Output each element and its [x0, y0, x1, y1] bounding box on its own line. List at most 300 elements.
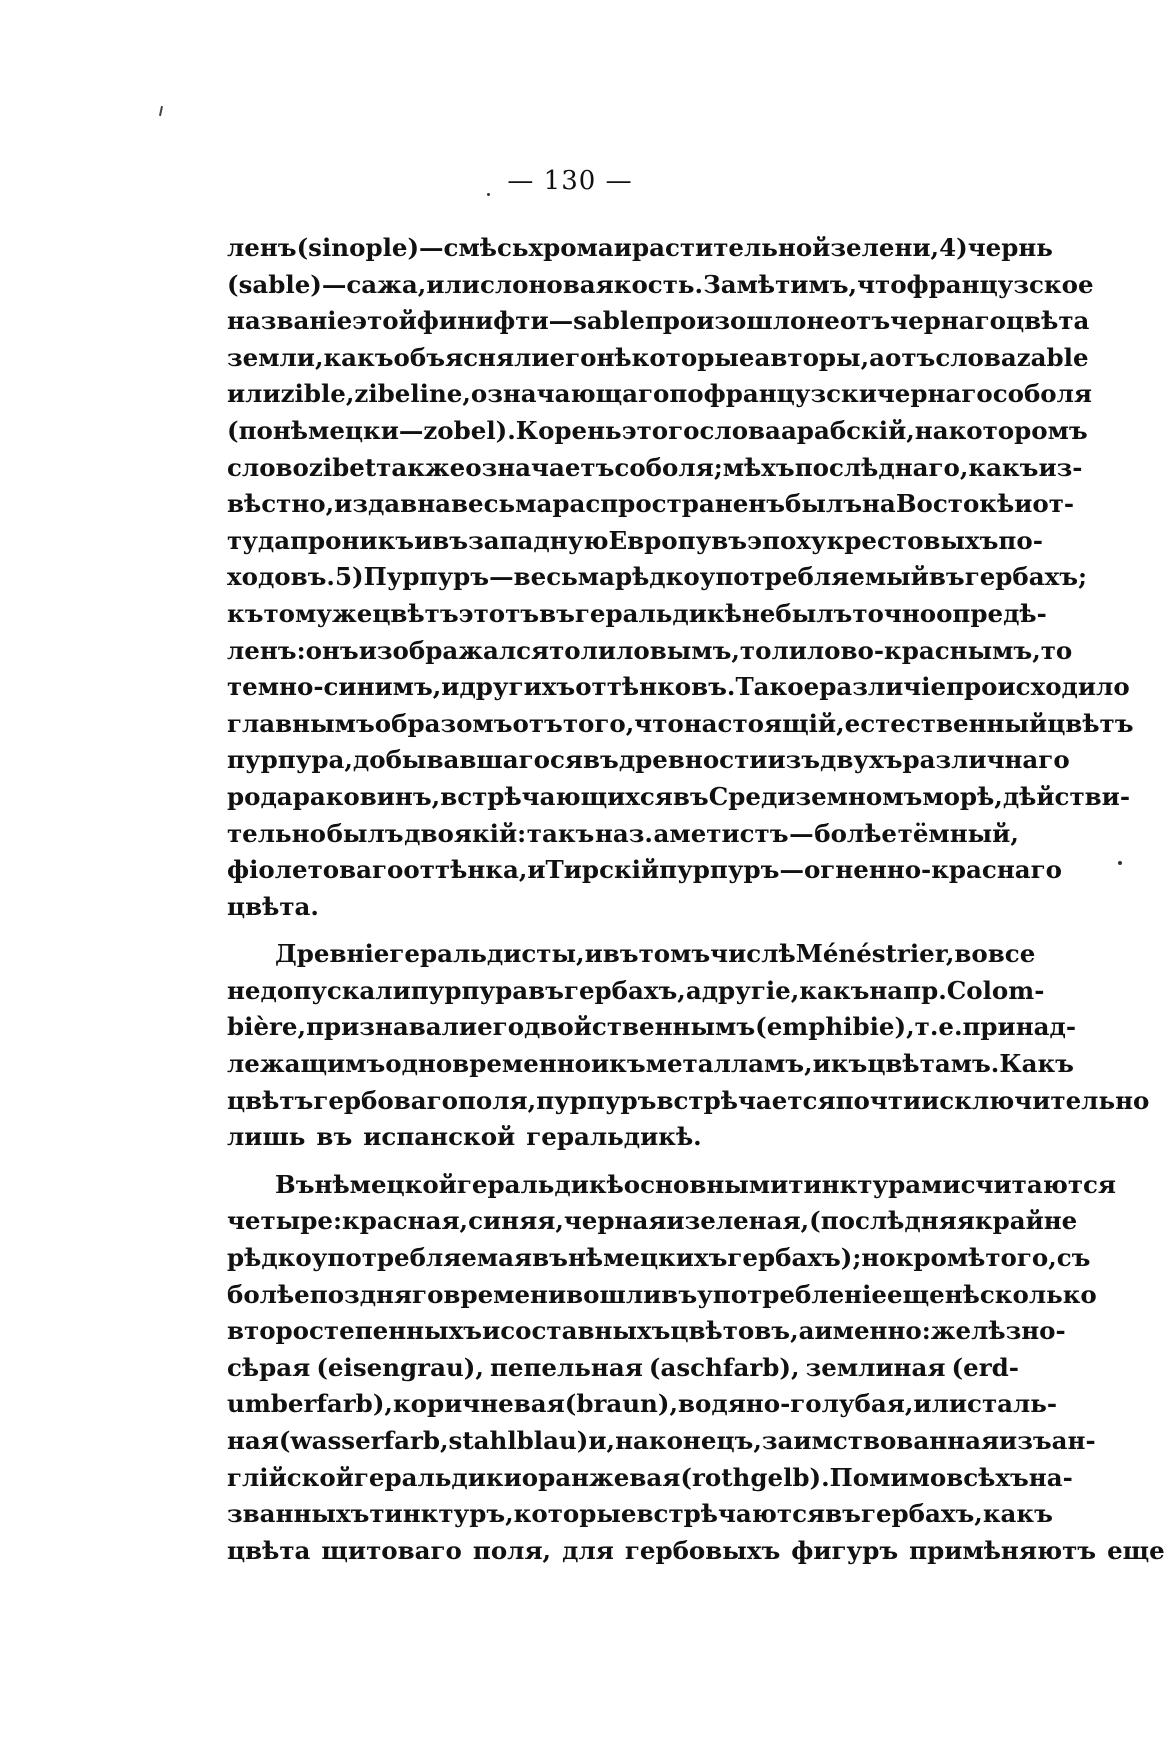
- word: произошло: [644, 306, 807, 336]
- scan-speck: [487, 193, 490, 196]
- word: весьма: [451, 489, 553, 519]
- scan-mark: [159, 106, 163, 116]
- word: пепельная: [489, 1352, 643, 1382]
- word: сталь-: [967, 1389, 1058, 1419]
- word: из-: [1038, 452, 1083, 482]
- word: распространенъ: [552, 489, 786, 519]
- word: изображался: [358, 635, 550, 665]
- word: zibet: [308, 452, 377, 482]
- word: цвѣтъ: [372, 598, 459, 628]
- word: на: [862, 489, 896, 519]
- word: не: [806, 306, 840, 336]
- word: Древніе: [275, 939, 390, 969]
- text-block: [227, 230, 1165, 1569]
- word: зеленая,: [684, 1206, 810, 1236]
- word: (rothgelb).: [680, 1462, 830, 1492]
- word: цвѣтъ: [1047, 708, 1134, 738]
- word: пурпуръ: [536, 1085, 657, 1115]
- word: въ: [528, 975, 564, 1005]
- text-line: [227, 486, 1075, 523]
- word: двоякій:: [404, 818, 527, 848]
- scan-speck: [1118, 861, 1122, 865]
- text-line: [227, 706, 1134, 743]
- word: издавна: [334, 489, 451, 519]
- word: Корень: [515, 415, 622, 445]
- word: былъ: [785, 489, 862, 519]
- word: съ: [1056, 1243, 1091, 1273]
- word: Colom-: [946, 975, 1045, 1005]
- word: морѣ,: [922, 781, 1003, 811]
- word: эпоху: [747, 525, 827, 555]
- word: въ: [711, 525, 748, 555]
- word: землиная: [805, 1352, 946, 1382]
- word: всѣхъ: [946, 1462, 1029, 1492]
- word: коричневая: [392, 1389, 565, 1419]
- text-line: [227, 1277, 1097, 1314]
- text-line: [227, 1423, 1096, 1460]
- word: въ: [661, 1279, 698, 1309]
- text-line: [227, 973, 1045, 1010]
- word: основными: [623, 1169, 789, 1199]
- word: французское: [906, 269, 1094, 299]
- word: изъ: [767, 745, 821, 775]
- word: его: [477, 1012, 525, 1042]
- word: слово: [227, 452, 309, 482]
- word: еще: [1107, 1535, 1165, 1565]
- text-line: [227, 1009, 1077, 1046]
- word: также: [376, 452, 466, 482]
- word: (eisengrau),: [316, 1352, 484, 1382]
- word: этого: [621, 415, 700, 445]
- text-line: [227, 559, 1088, 596]
- word: сѣрая: [227, 1352, 311, 1382]
- word: цвѣтамъ.: [867, 1049, 1000, 1079]
- word: и: [482, 1316, 501, 1346]
- word: (erd-: [951, 1352, 1019, 1382]
- word: —: [789, 818, 814, 848]
- word: оранжевая: [521, 1462, 681, 1492]
- word: исключительно: [921, 1085, 1150, 1115]
- word: раковинъ,: [292, 781, 441, 811]
- word: слова: [935, 342, 1017, 372]
- word: западную: [468, 525, 609, 555]
- word: желѣзно-: [930, 1316, 1066, 1346]
- word: нѣмецки—zobel).: [272, 415, 516, 445]
- word: двойственнымъ: [524, 1012, 756, 1042]
- word: нѣкоторые: [596, 342, 755, 372]
- word: оттѣнка,: [403, 855, 528, 885]
- word: означающаго: [470, 379, 670, 409]
- word: а: [798, 1316, 815, 1346]
- word: лиловымъ,: [580, 635, 740, 665]
- word: другіе,: [701, 975, 800, 1005]
- word: stahlblau): [448, 1426, 589, 1455]
- word: двухъ: [820, 745, 903, 775]
- word: туда: [227, 525, 291, 555]
- word: вошли: [566, 1279, 662, 1309]
- word: былъ: [775, 598, 853, 628]
- word: рѣдко: [614, 562, 700, 592]
- word: въ: [928, 562, 965, 592]
- word: фіолетоваго: [227, 855, 404, 885]
- word: zable: [1016, 342, 1089, 372]
- word: щитоваго: [321, 1535, 462, 1565]
- word: гербоваго: [313, 1085, 458, 1115]
- word: цвѣтовъ,: [670, 1316, 799, 1346]
- text-line: [227, 596, 1047, 633]
- word: поля,: [458, 1085, 537, 1115]
- word: настоящій,: [683, 708, 845, 738]
- word: краснаго: [931, 855, 1062, 885]
- text-line: [227, 413, 1088, 450]
- word: наз.: [594, 818, 653, 848]
- word: Востокѣ: [895, 489, 1015, 519]
- text-line: [227, 523, 1043, 560]
- word: не: [741, 598, 776, 628]
- text-line: [227, 1533, 1165, 1570]
- word: цвѣта: [227, 1535, 311, 1565]
- word: которомъ: [948, 415, 1088, 445]
- word: то: [1040, 635, 1073, 665]
- word: водяно-голубая,: [678, 1389, 914, 1419]
- text-line: [227, 303, 1090, 340]
- word: времени: [443, 1279, 567, 1309]
- word: отъ: [839, 306, 891, 336]
- word: Помимо: [829, 1462, 947, 1492]
- word: нѣсколько: [944, 1279, 1097, 1309]
- word: тинктуръ,: [369, 1499, 514, 1529]
- word: же: [332, 598, 373, 628]
- word: названіе: [227, 306, 353, 336]
- word: гербахъ,: [563, 975, 686, 1005]
- word: и: [441, 672, 460, 702]
- word: что: [857, 269, 907, 299]
- word: на-: [1028, 1462, 1073, 1492]
- word: ленъ:: [227, 635, 306, 665]
- word: и: [1014, 489, 1033, 519]
- word: растительной: [631, 233, 831, 262]
- word: такъ: [526, 818, 595, 848]
- word: пурпура,: [227, 745, 353, 775]
- word: —: [489, 562, 514, 592]
- word: Средиземномъ: [708, 781, 923, 811]
- word: то: [549, 635, 581, 665]
- text-line: [227, 230, 1053, 267]
- page-number: — 130 —: [507, 166, 633, 196]
- word: синяя,: [468, 1206, 564, 1236]
- text-line: [227, 936, 1036, 973]
- word: этой: [352, 306, 417, 336]
- word: Замѣтимъ,: [703, 269, 858, 299]
- word: гербахъ;: [964, 562, 1088, 592]
- word: дѣйстви-: [1002, 781, 1131, 811]
- word: zibeline,: [354, 379, 471, 409]
- word: (sable)—сажа,: [227, 269, 427, 299]
- word: лежащимъ: [227, 1049, 386, 1079]
- text-line: [227, 1046, 1074, 1083]
- word: е.: [938, 1012, 963, 1042]
- word: геральдисты,: [389, 939, 585, 969]
- word: по-: [998, 525, 1043, 555]
- word: не: [227, 975, 261, 1005]
- word: числѣ: [710, 939, 796, 969]
- word: чернаго: [890, 306, 1006, 336]
- word: томъ: [638, 939, 711, 969]
- word: вовсе: [954, 939, 1036, 969]
- word: крайне: [974, 1206, 1078, 1236]
- word: главнымъ: [227, 708, 375, 738]
- word: происходило: [946, 672, 1130, 702]
- word: Европу: [608, 525, 712, 555]
- word: (послѣдняя: [809, 1206, 975, 1236]
- word: ленъ: [227, 233, 297, 262]
- word: что: [634, 708, 684, 738]
- word: наконецъ,: [615, 1426, 762, 1455]
- word: соболя;: [614, 452, 723, 482]
- text-line: [227, 1167, 1117, 1204]
- word: объясняли: [393, 342, 550, 372]
- text-line: [227, 816, 1019, 853]
- word: хрома: [528, 233, 614, 262]
- text-line: [227, 1350, 1019, 1387]
- word: отъ: [512, 708, 563, 738]
- text-line: [227, 1119, 1019, 1156]
- word: въ: [825, 1499, 861, 1529]
- word: гербахъ,: [860, 1499, 983, 1529]
- word: соболя: [992, 379, 1093, 409]
- word: употребляемая: [311, 1243, 533, 1273]
- word: геральдикѣ.: [526, 1122, 702, 1152]
- word: а: [869, 342, 885, 372]
- text-line: [227, 1203, 1078, 1240]
- word: отъ: [885, 342, 936, 372]
- word: цвѣта: [1006, 306, 1090, 336]
- word: Пурпуръ: [363, 562, 490, 592]
- word: umberfarb),: [227, 1389, 393, 1419]
- word: образомъ: [374, 708, 513, 738]
- word: въ: [582, 745, 619, 775]
- word: Ménéstrier,: [795, 939, 955, 969]
- text-line: [227, 852, 1062, 889]
- text-line: [227, 1240, 1091, 1277]
- text-line: [227, 669, 1130, 706]
- word: означаетъ: [465, 452, 615, 482]
- word: ан-: [1051, 1426, 1096, 1455]
- word: слова: [699, 415, 781, 445]
- word: zible,: [280, 379, 355, 409]
- word: добывавшагося: [352, 745, 583, 775]
- text-line: [227, 1083, 1150, 1120]
- word: лишь: [227, 1122, 306, 1152]
- word: bière,: [227, 1012, 307, 1042]
- word: того,: [562, 708, 635, 738]
- word: вѣстно,: [227, 489, 335, 519]
- word: точно: [852, 598, 937, 628]
- word: 4): [939, 233, 968, 262]
- word: и: [613, 233, 632, 262]
- word: естественный: [844, 708, 1048, 738]
- word: именно:: [814, 1316, 931, 1346]
- word: красная,: [342, 1206, 469, 1236]
- word: французски: [703, 379, 877, 409]
- word: авторы,: [754, 342, 870, 372]
- word: почти: [835, 1085, 922, 1115]
- word: какъ: [323, 342, 394, 372]
- word: въ: [672, 781, 709, 811]
- word: цвѣтъ: [227, 1085, 314, 1115]
- word: геральдики: [353, 1462, 522, 1492]
- text-line: [227, 450, 1083, 487]
- word: фигуръ: [791, 1535, 899, 1565]
- text-line: [227, 340, 1089, 377]
- word: въ: [539, 598, 575, 628]
- word: Такое: [735, 672, 820, 702]
- text-line: [227, 742, 1070, 779]
- word: для: [562, 1535, 614, 1565]
- word: огненно: [803, 855, 922, 885]
- text-line: [227, 1496, 1053, 1533]
- word: —: [779, 855, 804, 885]
- word: его: [549, 342, 597, 372]
- word: или: [426, 269, 480, 299]
- word: ная: [227, 1426, 279, 1455]
- word: различнаго: [902, 745, 1070, 775]
- word: чернь: [967, 233, 1053, 262]
- word: крестовыхъ: [826, 525, 999, 555]
- word: какъ: [799, 975, 870, 1005]
- word: послѣднаго,: [794, 452, 969, 482]
- word: въ: [602, 939, 639, 969]
- word: черная: [563, 1206, 667, 1236]
- paragraph-gap: [227, 925, 1019, 936]
- word: которые: [513, 1499, 637, 1529]
- word: и,: [588, 1426, 616, 1455]
- word: кромѣ: [895, 1243, 986, 1273]
- word: геральдикѣ: [456, 1169, 624, 1199]
- word: различіе: [819, 672, 947, 702]
- word: опредѣ-: [936, 598, 1047, 628]
- word: какъ: [968, 452, 1039, 482]
- word: темно-синимъ,: [227, 672, 442, 702]
- paragraph-gap: [227, 1156, 1019, 1167]
- word: какъ: [982, 1499, 1053, 1529]
- word: геральдикѣ: [574, 598, 742, 628]
- word: и: [591, 1049, 610, 1079]
- word: употребляемый: [699, 562, 929, 592]
- word: слоновая: [479, 269, 614, 299]
- word: заимствованная: [761, 1426, 1000, 1455]
- word: (braun),: [564, 1389, 678, 1419]
- word: встрѣчается: [656, 1085, 836, 1115]
- word: и: [666, 1206, 685, 1236]
- word: изъ: [999, 1426, 1052, 1455]
- word: мѣхъ: [722, 452, 795, 482]
- word: тёмный,: [897, 818, 1019, 848]
- word: цвѣта.: [227, 891, 319, 921]
- word: рода: [227, 781, 293, 811]
- word: -: [921, 855, 932, 885]
- word: Въ: [275, 1169, 315, 1199]
- text-line: [227, 889, 1019, 926]
- text-line: [227, 267, 1094, 304]
- word: весьма: [513, 562, 615, 592]
- text-line: [227, 1386, 1058, 1423]
- word: рѣдко: [227, 1243, 312, 1273]
- word: ходовъ.: [227, 562, 335, 592]
- word: арабскій,: [780, 415, 915, 445]
- word: пурпура: [410, 975, 529, 1005]
- word: былъ: [326, 818, 404, 848]
- word: кость.: [613, 269, 704, 299]
- word: поля,: [472, 1535, 552, 1565]
- word: встрѣчаются: [636, 1499, 826, 1529]
- word: 5): [334, 562, 364, 592]
- word: тельно: [227, 818, 326, 848]
- word: болѣе: [227, 1279, 310, 1309]
- text-line: [227, 633, 1073, 670]
- word: онъ: [305, 635, 359, 665]
- word: званныхъ: [227, 1499, 370, 1529]
- word: или: [227, 379, 281, 409]
- word: поздняго: [309, 1279, 444, 1309]
- word: оттѣнковъ.: [575, 672, 736, 702]
- word: Тирскій: [545, 855, 660, 885]
- word: гербахъ);: [727, 1243, 862, 1273]
- text-line: [227, 1313, 1066, 1350]
- word: нѣмецкой: [314, 1169, 457, 1199]
- word: (sinople)—смѣсь: [296, 233, 529, 262]
- word: Какъ: [999, 1049, 1074, 1079]
- word: въ: [316, 1122, 353, 1152]
- word: встрѣчающихся: [440, 781, 673, 811]
- word: зелени,: [830, 233, 940, 262]
- word: на: [914, 415, 949, 445]
- word: тинктурами: [788, 1169, 961, 1199]
- word: (emphibie),: [755, 1012, 915, 1042]
- word: въ: [532, 1243, 568, 1273]
- word: (wasserfarb,: [278, 1426, 449, 1455]
- word: четыре:: [227, 1206, 343, 1236]
- word: по: [669, 379, 704, 409]
- word: но: [861, 1243, 896, 1273]
- word: пурпуръ: [659, 855, 780, 885]
- word: глійской: [227, 1462, 354, 1492]
- word: аметистъ: [653, 818, 789, 848]
- word: къ: [830, 1049, 868, 1079]
- word: или: [913, 1389, 968, 1419]
- word: лилово-краснымъ,: [771, 635, 1041, 665]
- word: этотъ: [458, 598, 540, 628]
- word: считаются: [960, 1169, 1117, 1199]
- word: древности: [618, 745, 768, 775]
- word: и: [812, 1049, 831, 1079]
- word: употребленіе: [697, 1279, 888, 1309]
- word: того,: [985, 1243, 1057, 1273]
- word: другихъ: [459, 672, 576, 702]
- word: то: [739, 635, 772, 665]
- word: болѣе: [814, 818, 898, 848]
- word: примѣняютъ: [909, 1535, 1097, 1565]
- word: (по: [227, 415, 273, 445]
- text-line: [227, 1460, 1073, 1497]
- word: т.: [914, 1012, 939, 1042]
- word: финифти—sable: [416, 306, 645, 336]
- word: проникъ: [290, 525, 415, 555]
- word: признавали: [306, 1012, 478, 1042]
- word: составныхъ: [500, 1316, 671, 1346]
- text-line: [227, 779, 1131, 816]
- word: и: [584, 939, 603, 969]
